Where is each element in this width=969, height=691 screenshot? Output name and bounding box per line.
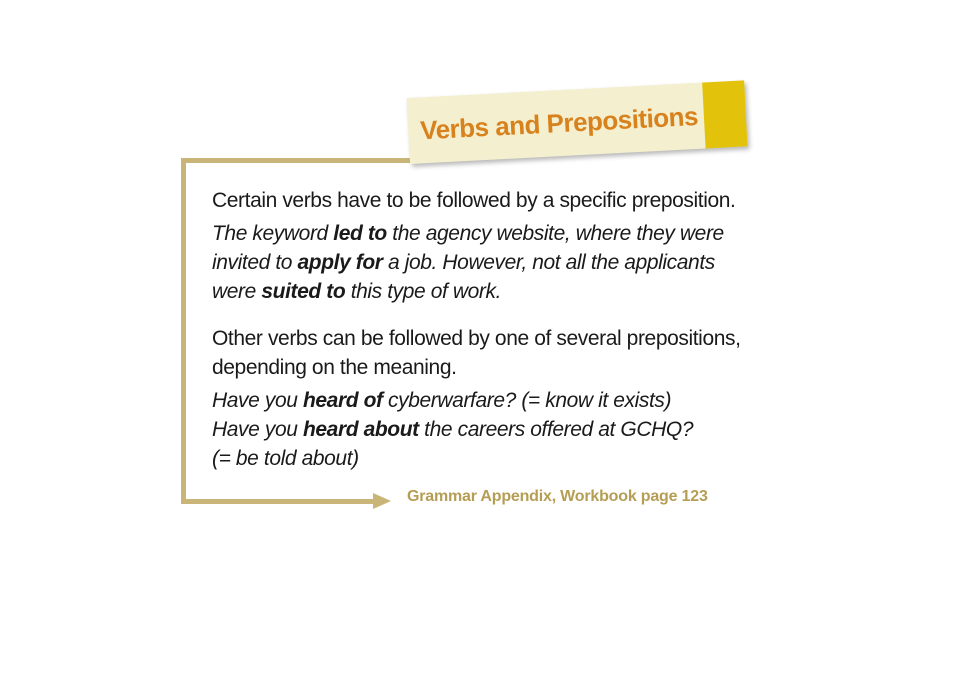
example-text: were — [212, 280, 262, 303]
example-text: (= be told about) — [212, 447, 359, 470]
example-text: Have you — [212, 389, 303, 412]
rule-specific-preposition: Certain verbs have to be followed by a specific preposition. — [212, 189, 736, 212]
example-specific — [212, 219, 792, 306]
example-text: invited to — [212, 251, 298, 274]
frame-top-line — [181, 158, 421, 163]
example-text: Have you — [212, 418, 303, 441]
example-verb: suited to — [261, 280, 346, 303]
example-text: The keyword — [212, 222, 334, 245]
rule-text: depending on the meaning. — [212, 356, 457, 379]
example-verb: heard of — [302, 389, 383, 412]
example-verb: led to — [333, 222, 387, 245]
example-text: cyberwarfare? (= know it exists) — [382, 389, 672, 412]
example-text: the careers offered at GCHQ? — [418, 418, 694, 441]
title-stripe — [702, 80, 747, 148]
grammar-appendix-link[interactable]: Grammar Appendix, Workbook page 123 — [407, 488, 708, 505]
example-verb: apply for — [297, 251, 383, 274]
title-card — [407, 80, 748, 164]
box-title: Verbs and Prepositions — [419, 100, 699, 146]
arrow-right-icon — [373, 493, 391, 509]
example-text: this type of work. — [345, 280, 502, 303]
frame-bottom-line — [181, 499, 375, 504]
rule-several-prepositions — [212, 324, 792, 382]
example-text: the agency website, where they were — [386, 222, 724, 245]
rule-text: Other verbs can be followed by one of several prepositions, — [212, 327, 741, 350]
example-text: a job. However, not all the applicants — [382, 251, 715, 274]
grammar-content — [212, 186, 792, 473]
example-several — [212, 386, 792, 473]
example-verb: heard about — [302, 418, 419, 441]
frame-left-line — [181, 158, 186, 504]
